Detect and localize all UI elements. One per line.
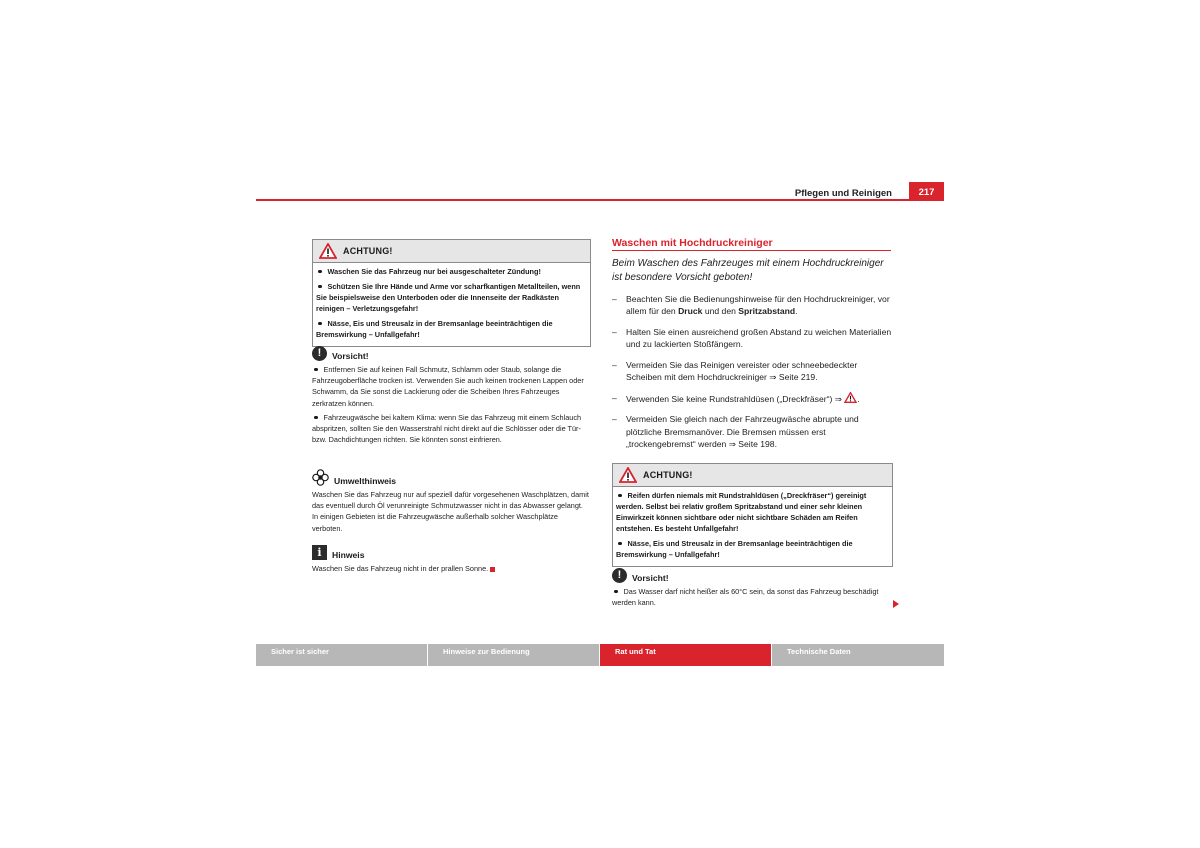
tab-hinweise-zur-bedienung[interactable]: Hinweise zur Bedienung <box>428 644 599 666</box>
warning-title: ACHTUNG! <box>343 246 393 256</box>
warning-item: Reifen dürfen niemals mit Rundstrahldüsen („Dreckfräser“) gereinigt werden. Selbst bei relativ großem Spritzabstand und einer sehr kleinen Einwirkzeit können sichtbare oder nicht sichtbare Schäden am Reifen entstehen. Es besteht Unfallgefahr! <box>616 491 867 533</box>
list-item: – Vermeiden Sie gleich nach der Fahrzeugwäsche abrupte und plötzliche Bremsmanöver. Die Bremsen müssen erst „trockengebremst“ werden ⇒ Seite 198. <box>612 414 859 449</box>
list-item: – Halten Sie einen ausreichend großen Abstand zu weichen Materialien und zu lackierten Stoßfängern. <box>612 326 892 350</box>
warning-item: Waschen Sie das Fahrzeug nur bei ausgeschalteter Zündung! <box>316 266 587 277</box>
warning-item: Nässe, Eis und Streusalz in der Bremsanlage beeinträchtigen die Bremswirkung – Unfallgefahr! <box>616 539 853 559</box>
warning-item: Schützen Sie Ihre Hände und Arme vor scharfkantigen Metallteilen, wenn Sie beispielsweise den Unterboden oder die Innenseite der Radkästen reinigen – Verletzungsgefahr! <box>316 282 581 313</box>
bullet <box>314 368 318 372</box>
list-item: – Verwenden Sie keine Rundstrahldüsen („Dreckfräser“) ⇒ . <box>612 392 860 404</box>
tab-sicher-ist-sicher[interactable]: Sicher ist sicher <box>256 644 427 666</box>
caution-section-right <box>612 568 890 611</box>
end-of-section-marker <box>490 567 495 572</box>
header-rule <box>256 199 944 201</box>
bullet <box>618 494 622 498</box>
continue-arrow-icon <box>893 600 899 608</box>
page-number: 217 <box>909 182 944 201</box>
warning-triangle-icon <box>844 392 857 403</box>
tab-rat-und-tat[interactable]: Rat und Tat <box>600 644 771 666</box>
environment-title: Umwelthinweis <box>334 476 397 486</box>
caution-item: Das Wasser darf nicht heißer als 60°C sein, da sonst das Fahrzeug beschädigt werden kann. <box>612 587 879 608</box>
caution-title: Vorsicht! <box>632 573 669 583</box>
exclamation-circle-icon: ! <box>612 568 627 583</box>
bullet <box>618 542 622 546</box>
note-text-line <box>312 563 590 574</box>
warning-triangle-icon <box>619 467 637 483</box>
note-title: Hinweis <box>332 550 365 560</box>
warning-box-right <box>612 463 893 567</box>
bullet <box>318 270 322 274</box>
warning-item: Nässe, Eis und Streusalz in der Bremsanlage beeinträchtigen die Bremswirkung – Unfallgefahr! <box>316 319 553 339</box>
section-title: Waschen mit Hochdruckreiniger <box>612 237 773 249</box>
exclamation-circle-icon: ! <box>312 346 327 361</box>
note-text: Waschen Sie das Fahrzeug nicht in der prallen Sonne. <box>312 564 489 573</box>
warning-box-header <box>313 240 590 263</box>
caution-item: Entfernen Sie auf keinen Fall Schmutz, Schlamm oder Staub, solange die Fahrzeugoberfläche trocken ist. Verwenden Sie auch keinen trockenen Lappen oder Schwamm, da Sie sonst die Lackierung oder die Scheiben Ihres Fahrzeuges zerkratzen können. <box>312 365 584 408</box>
instruction-list <box>612 293 894 459</box>
section-intro: Beim Waschen des Fahrzeuges mit einem Hochdruckreiniger ist besondere Vorsicht geboten! <box>612 258 884 283</box>
bullet <box>318 322 322 326</box>
warning-box-left <box>312 239 591 347</box>
caution-title: Vorsicht! <box>332 351 369 361</box>
note-section <box>312 545 590 574</box>
environment-text: Waschen Sie das Fahrzeug nur auf speziell dafür vorgesehenen Waschplätzen, damit das eventuell durch Öl verunreinigte Schmutzwasser nicht in das Abwasser gelangt. In einigen Gebieten ist die Fahrzeugwäsche außerhalb solcher Waschplätze verboten. <box>312 490 589 533</box>
bullet <box>614 590 618 594</box>
caution-section-left <box>312 346 590 448</box>
bullet <box>318 285 322 289</box>
caution-item: Fahrzeugwäsche bei kaltem Klima: wenn Sie das Fahrzeug mit einem Schlauch abspritzen, sollten Sie den Wasserstrahl nicht direkt auf die Schlösser oder die Tür- bzw. Dachdichtungen richten. Sie könnten sonst einfrieren. <box>312 412 582 445</box>
list-item: – Vermeiden Sie das Reinigen vereister oder schneebedeckter Scheiben mit dem Hochdruckreiniger ⇒ Seite 219. <box>612 359 858 383</box>
warning-box-header <box>613 464 892 487</box>
info-icon: i <box>312 545 327 560</box>
flower-icon <box>312 469 329 486</box>
tab-technische-daten[interactable]: Technische Daten <box>772 644 944 666</box>
bullet <box>314 416 318 420</box>
running-header-title: Pflegen und Reinigen <box>794 188 892 199</box>
warning-title: ACHTUNG! <box>643 470 693 480</box>
section-title-rule <box>612 250 891 251</box>
list-item: – Beachten Sie die Bedienungshinweise für den Hochdruckreiniger, vor allem für den Druck und den Spritzabstand. <box>612 294 890 317</box>
environment-section <box>312 469 590 534</box>
warning-triangle-icon <box>319 243 337 259</box>
